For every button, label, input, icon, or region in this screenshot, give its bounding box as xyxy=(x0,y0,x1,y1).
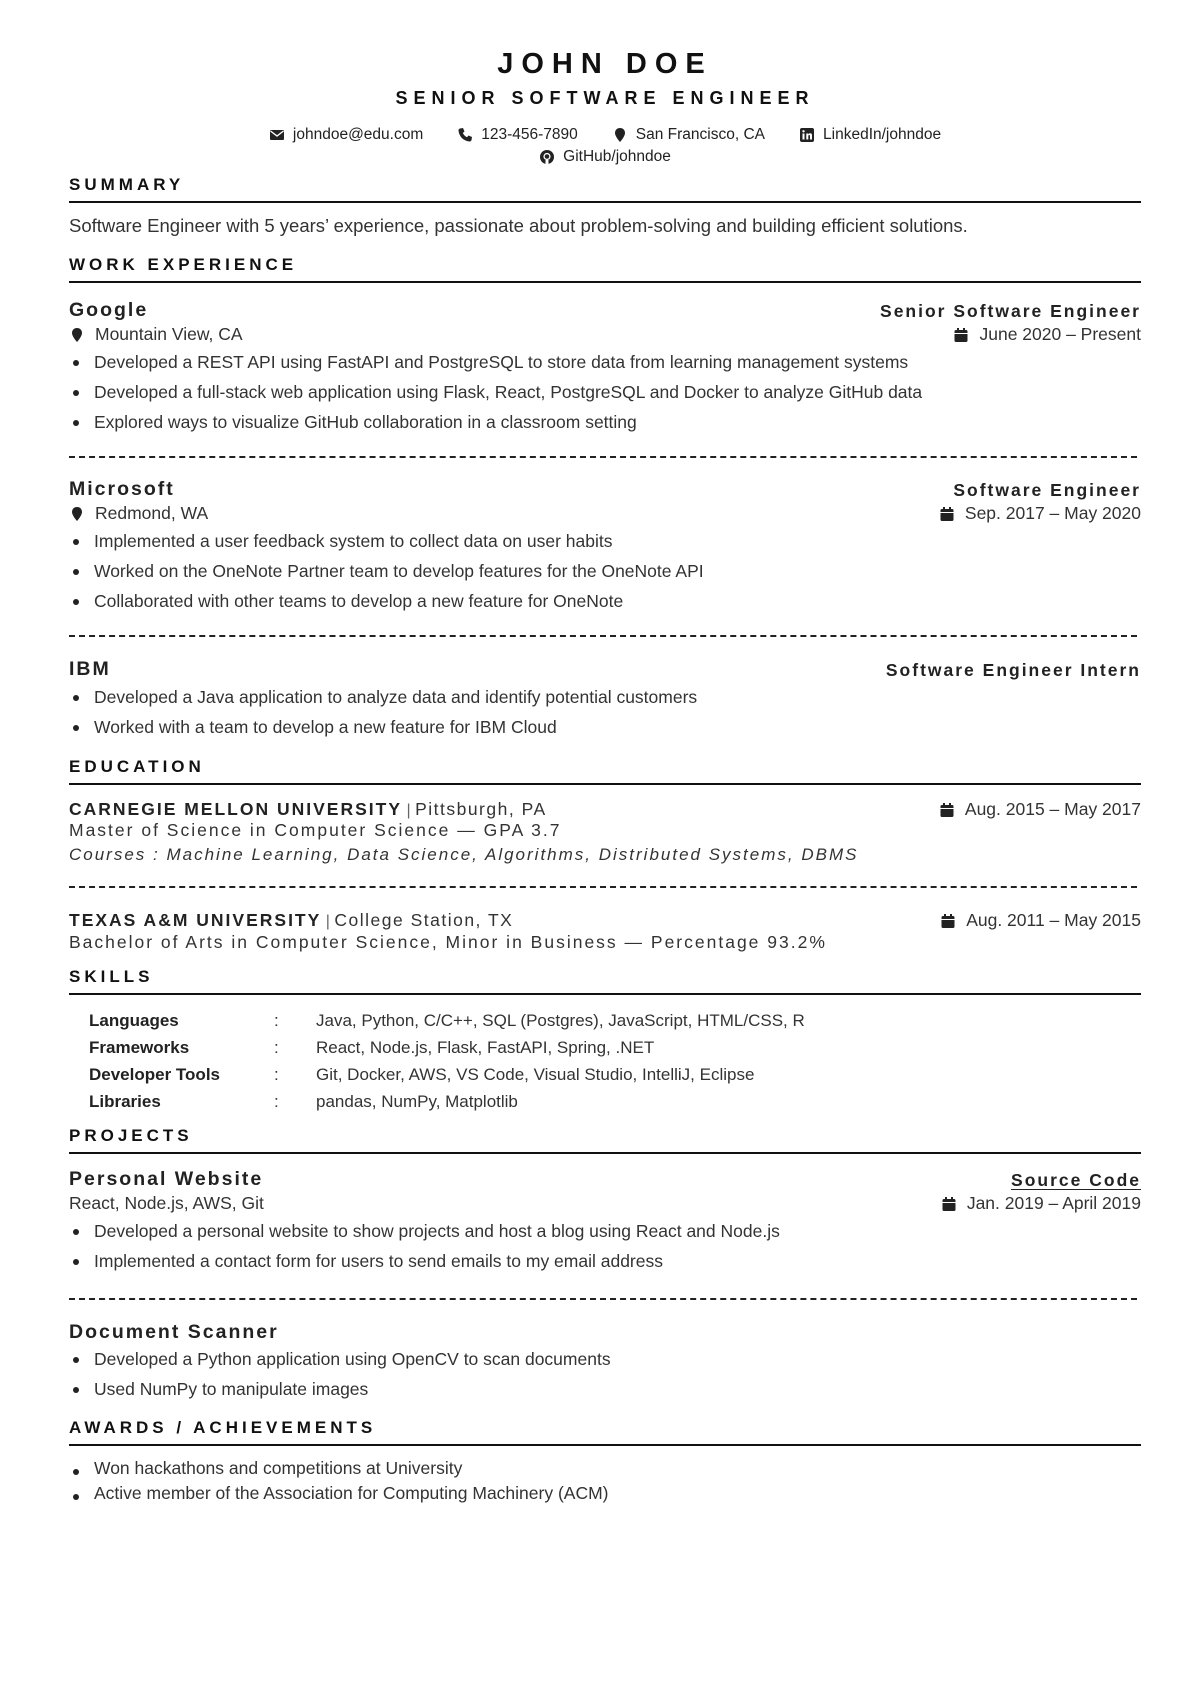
job-location-text: Mountain View, CA xyxy=(95,324,243,344)
skill-row xyxy=(89,1034,805,1061)
job-role: Software Engineer Intern xyxy=(885,660,1141,680)
school-courses: Courses : Machine Learning, Data Science, Algorithms, Distributed Systems, DBMS xyxy=(69,845,859,864)
candidate-title: SENIOR SOFTWARE ENGINEER xyxy=(395,88,815,108)
skill-colon: : xyxy=(274,1064,279,1084)
source-code-link[interactable]: Source Code xyxy=(1011,1170,1141,1190)
github-icon xyxy=(539,149,555,165)
school-location: Pittsburgh, PA xyxy=(415,799,547,819)
job-role: Senior Software Engineer xyxy=(880,301,1141,321)
job-ibm-bullets xyxy=(69,682,1141,742)
job-dates-text: June 2020 – Present xyxy=(979,324,1141,344)
job-company: Google xyxy=(69,299,149,321)
list-item: Developed a Java application to analyze data and identify potential customers xyxy=(69,682,1141,712)
awards-bullets xyxy=(69,1456,1141,1506)
list-item: Active member of the Association for Computing Machinery (ACM) xyxy=(69,1481,1141,1506)
job-google-header xyxy=(69,299,1141,322)
skill-value: Git, Docker, AWS, VS Code, Visual Studio, IntelliJ, Eclipse xyxy=(316,1064,755,1084)
list-item: Used NumPy to manipulate images xyxy=(69,1374,1141,1404)
map-pin-icon xyxy=(612,127,628,143)
school-dates xyxy=(940,910,1141,931)
project-website-header xyxy=(69,1168,1141,1191)
skill-row xyxy=(89,1088,805,1115)
work-section xyxy=(69,255,1141,283)
summary-section xyxy=(69,175,1141,203)
candidate-name: JOHN DOE xyxy=(497,48,713,80)
calendar-icon xyxy=(940,913,956,929)
list-item: Developed a Python application using OpenCV to scan documents xyxy=(69,1344,1141,1374)
education-section xyxy=(69,757,1141,785)
school-location: College Station, TX xyxy=(334,910,514,930)
list-item: Explored ways to visualize GitHub collaboration in a classroom setting xyxy=(69,407,1141,437)
contact-linkedin-text: LinkedIn/johndoe xyxy=(823,126,942,143)
divider xyxy=(69,456,1137,458)
project-name: Personal Website xyxy=(69,1168,264,1190)
skill-colon: : xyxy=(274,1037,279,1057)
envelope-icon xyxy=(269,127,285,143)
school-tamu-header xyxy=(69,910,1141,931)
job-microsoft-header xyxy=(69,478,1141,501)
skills-table xyxy=(89,1007,805,1115)
linkedin-icon xyxy=(799,127,815,143)
skill-label: Developer Tools xyxy=(89,1064,220,1084)
project-website-meta xyxy=(69,1193,1141,1214)
divider xyxy=(69,1298,1137,1300)
project-tech: React, Node.js, AWS, Git xyxy=(69,1193,264,1213)
list-item: Worked on the OneNote Partner team to develop features for the OneNote API xyxy=(69,556,1141,586)
job-role: Software Engineer xyxy=(953,480,1141,500)
list-item: Implemented a user feedback system to collect data on user habits xyxy=(69,526,1141,556)
contact-location xyxy=(612,126,765,144)
skill-value: Java, Python, C/C++, SQL (Postgres), JavaScript, HTML/CSS, R xyxy=(316,1010,805,1030)
summary-text: Software Engineer with 5 years’ experience, passionate about problem-solving and building efficient solutions. xyxy=(69,215,968,236)
school-degree: Bachelor of Arts in Computer Science, Minor in Business — Percentage 93.2% xyxy=(69,932,827,952)
job-microsoft-meta xyxy=(69,503,1141,524)
skill-row xyxy=(89,1007,805,1034)
job-dates xyxy=(939,503,1141,524)
awards-section xyxy=(69,1418,1141,1446)
contact-github[interactable] xyxy=(539,148,671,166)
job-ibm-header xyxy=(69,658,1141,681)
project-scanner-header xyxy=(69,1321,1141,1344)
job-dates-text: Sep. 2017 – May 2020 xyxy=(964,503,1141,523)
calendar-icon xyxy=(953,327,969,343)
school-dates-text: Aug. 2015 – May 2017 xyxy=(964,799,1141,819)
project-dates xyxy=(941,1193,1141,1214)
projects-section xyxy=(69,1126,1141,1154)
projects-heading: PROJECTS xyxy=(69,1126,1141,1154)
job-microsoft-bullets xyxy=(69,526,1141,616)
awards-heading: AWARDS / ACHIEVEMENTS xyxy=(69,1418,1141,1446)
skill-label: Libraries xyxy=(89,1091,161,1111)
education-heading: EDUCATION xyxy=(69,757,1141,785)
map-pin-icon xyxy=(69,327,85,343)
skills-heading: SKILLS xyxy=(69,967,1141,995)
project-name: Document Scanner xyxy=(69,1321,279,1343)
skill-colon: : xyxy=(274,1010,279,1030)
calendar-icon xyxy=(939,506,955,522)
divider xyxy=(69,635,1137,637)
contact-email-text: johndoe@edu.com xyxy=(292,126,424,143)
school-dates xyxy=(939,799,1141,820)
list-item: Won hackathons and competitions at University xyxy=(69,1456,1141,1481)
list-item: Developed a full-stack web application using Flask, React, PostgreSQL and Docker to analyze GitHub data xyxy=(69,377,1141,407)
list-item: Worked with a team to develop a new feature for IBM Cloud xyxy=(69,712,1141,742)
contact-bar xyxy=(69,124,1141,168)
map-pin-icon xyxy=(69,506,85,522)
job-google-bullets xyxy=(69,347,1141,437)
contact-github-text: GitHub/johndoe xyxy=(563,148,671,165)
school-name: CARNEGIE MELLON UNIVERSITY xyxy=(69,799,402,819)
school-dates-text: Aug. 2011 – May 2015 xyxy=(966,910,1141,930)
list-item: Collaborated with other teams to develop a new feature for OneNote xyxy=(69,586,1141,616)
job-dates xyxy=(953,324,1141,345)
summary-heading: SUMMARY xyxy=(69,175,1141,203)
phone-icon xyxy=(457,127,473,143)
skill-label: Frameworks xyxy=(89,1037,190,1057)
school-degree: Master of Science in Computer Science — GPA 3.7 xyxy=(69,820,562,840)
skill-row xyxy=(89,1061,805,1088)
list-item: Developed a personal website to show projects and host a blog using React and Node.js xyxy=(69,1216,1141,1246)
skill-label: Languages xyxy=(89,1010,179,1030)
contact-location-text: San Francisco, CA xyxy=(635,126,766,143)
job-company: IBM xyxy=(69,658,111,680)
work-heading: WORK EXPERIENCE xyxy=(69,255,1141,283)
skills-section xyxy=(69,967,1141,995)
job-google-meta xyxy=(69,324,1141,345)
separator: | xyxy=(325,913,335,930)
calendar-icon xyxy=(939,802,955,818)
contact-phone-text: 123-456-7890 xyxy=(481,126,578,143)
calendar-icon xyxy=(941,1196,957,1212)
contact-phone[interactable] xyxy=(457,126,578,144)
list-item: Implemented a contact form for users to send emails to my email address xyxy=(69,1246,1141,1276)
skill-value: React, Node.js, Flask, FastAPI, Spring, .NET xyxy=(316,1037,655,1057)
contact-email[interactable] xyxy=(269,126,423,144)
project-scanner-bullets xyxy=(69,1344,1141,1404)
school-cmu-header xyxy=(69,799,1141,820)
list-item: Developed a REST API using FastAPI and PostgreSQL to store data from learning management systems xyxy=(69,347,1141,377)
contact-linkedin[interactable] xyxy=(799,126,941,144)
separator: | xyxy=(406,802,416,819)
school-name: TEXAS A&M UNIVERSITY xyxy=(69,910,322,930)
skill-value: pandas, NumPy, Matplotlib xyxy=(316,1091,518,1111)
project-dates-text: Jan. 2019 – April 2019 xyxy=(966,1193,1141,1213)
job-location-text: Redmond, WA xyxy=(95,503,209,523)
skill-colon: : xyxy=(274,1091,279,1111)
project-website-bullets xyxy=(69,1216,1141,1276)
divider xyxy=(69,886,1137,888)
job-company: Microsoft xyxy=(69,478,175,500)
